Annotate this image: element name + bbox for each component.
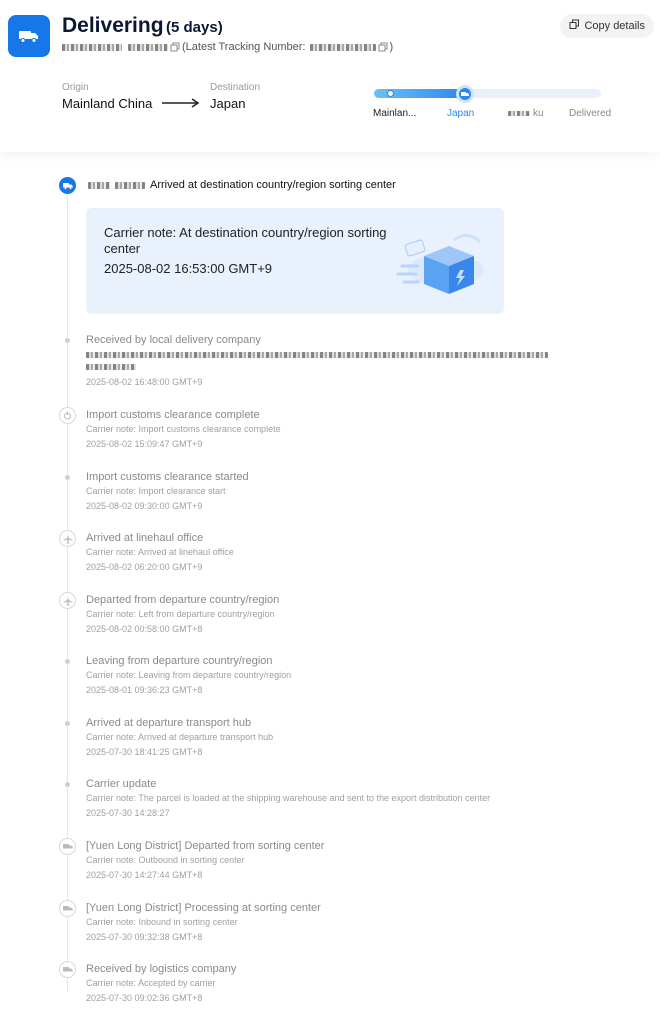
event-time: 2025-07-30 14:27:44 GMT+8	[86, 870, 203, 880]
event-note: Carrier note: Inbound in sorting center	[86, 917, 238, 927]
event-title: Import customs clearance started	[86, 471, 249, 483]
redacted-address-line	[86, 352, 548, 358]
timeline-dot	[65, 475, 70, 480]
event-time: 2025-08-02 00:58:00 GMT+8	[86, 624, 203, 634]
event-note: Carrier note: Arrived at departure transport hub	[86, 732, 274, 742]
truck-icon	[59, 177, 76, 194]
truck-icon	[59, 838, 76, 855]
event-note: Carrier note: Import clearance start	[86, 486, 226, 496]
current-event-text: Arrived at destination country/region sorting center	[150, 179, 396, 191]
redacted-address-line	[86, 364, 136, 370]
redacted-date	[88, 182, 110, 189]
tracking-info	[62, 41, 393, 53]
event-note: Carrier note: Leaving from departure country/region	[86, 670, 292, 680]
event-title: Carrier update	[86, 778, 157, 790]
event-time: 2025-08-02 09:30:00 GMT+9	[86, 501, 203, 511]
event-title: Departed from departure country/region	[86, 594, 280, 606]
event-time: 2025-07-30 09:02:36 GMT+8	[86, 993, 203, 1003]
timeline-dot	[65, 721, 70, 726]
copy-details-button[interactable]	[560, 14, 654, 38]
stage-origin: Mainlan...	[373, 108, 417, 119]
timeline-dot	[65, 659, 70, 664]
event-time: 2025-08-01 09:36:23 GMT+8	[86, 685, 203, 695]
carrier-note: Carrier note: At destination country/region sorting center	[104, 225, 387, 256]
event-title: Leaving from departure country/region	[86, 655, 273, 667]
event-time: 2025-08-02 15:09:47 GMT+9	[86, 439, 203, 449]
timeline-dot	[65, 782, 70, 787]
current-event-title	[88, 179, 396, 191]
shipment-header	[0, 0, 660, 152]
progress-stage-dot	[387, 90, 394, 97]
event-title: Received by local delivery company	[86, 334, 261, 346]
event-note: Carrier note: Import customs clearance complete	[86, 424, 281, 434]
event-title: Import customs clearance complete	[86, 409, 260, 421]
copy-icon[interactable]	[170, 42, 180, 52]
parcel-box-illustration	[394, 224, 486, 303]
carrier-note-card	[86, 208, 504, 314]
truck-icon	[59, 900, 76, 917]
origin-label: Origin	[62, 82, 89, 93]
timeline-dot	[65, 338, 70, 343]
event-title: Arrived at departure transport hub	[86, 717, 252, 729]
arrow-right-icon	[162, 95, 200, 113]
customs-icon	[59, 407, 76, 424]
event-title: [Yuen Long District] Processing at sorting center	[86, 902, 321, 914]
copy-details-label: Copy details	[584, 20, 645, 32]
redacted-stage-name	[508, 111, 530, 116]
carrier-note-time: 2025-08-02 16:53:00 GMT+9	[104, 261, 273, 276]
redacted-tracking-number	[310, 44, 376, 51]
event-note: Carrier note: Left from departure country/region	[86, 609, 275, 619]
destination-label: Destination	[210, 82, 261, 93]
event-note: Carrier note: Accepted by carrier	[86, 978, 216, 988]
event-title: Received by logistics company	[86, 963, 237, 975]
airplane-icon	[59, 592, 76, 609]
current-stage-marker	[456, 85, 474, 103]
event-note: Carrier note: Arrived at linehaul office	[86, 547, 234, 557]
transit-days: (5 days)	[166, 19, 223, 36]
event-title: Arrived at linehaul office	[86, 532, 204, 544]
event-time: 2025-08-02 16:48:00 GMT+9	[86, 377, 203, 387]
truck-icon	[8, 15, 50, 57]
event-note: Carrier note: Outbound in sorting center	[86, 855, 245, 865]
event-title: [Yuen Long District] Departed from sorting center	[86, 840, 325, 852]
truck-icon	[59, 961, 76, 978]
stage-local-label: ku	[533, 108, 544, 119]
copy-icon[interactable]	[378, 42, 388, 52]
redacted-address	[86, 352, 548, 370]
airplane-icon	[59, 530, 76, 547]
origin-value: Mainland China	[62, 96, 153, 111]
tracking-close: )	[389, 41, 394, 53]
redacted-order-number	[62, 44, 122, 51]
stage-delivered: Delivered	[569, 108, 612, 119]
shipment-status: Delivering	[62, 14, 164, 37]
event-time: 2025-08-02 06:20:00 GMT+9	[86, 562, 203, 572]
event-note: Carrier note: The parcel is loaded at the shipping warehouse and sent to the export distribution center	[86, 793, 491, 803]
stage-local	[508, 108, 544, 119]
redacted-time	[115, 182, 145, 189]
event-time: 2025-07-30 09:32:38 GMT+8	[86, 932, 203, 942]
tracking-label: (Latest Tracking Number:	[182, 41, 306, 53]
event-time: 2025-07-30 14:28:27	[86, 808, 170, 818]
redacted-order-number	[128, 44, 168, 51]
stage-destination: Japan	[447, 108, 475, 119]
copy-icon	[569, 19, 580, 33]
event-time: 2025-07-30 18:41:25 GMT+8	[86, 747, 203, 757]
destination-value: Japan	[210, 96, 246, 111]
